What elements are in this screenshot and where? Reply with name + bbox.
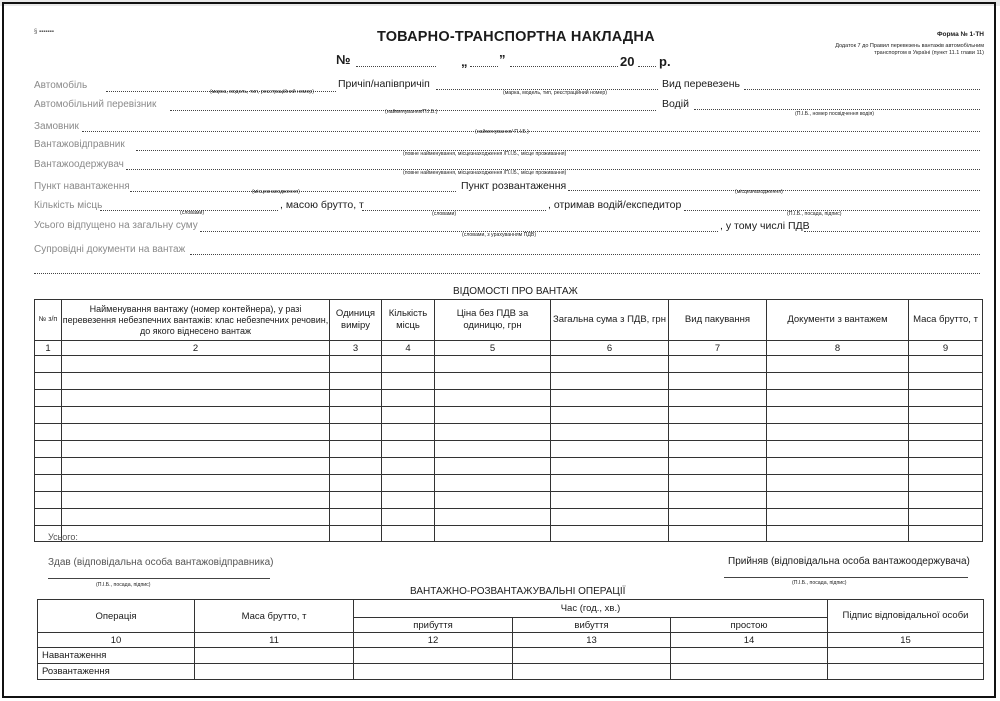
col-header-packing: Вид пакування — [669, 300, 767, 341]
table-row[interactable] — [35, 441, 983, 458]
col-header-ops-mass: Маса брутто, т — [195, 600, 354, 633]
col-header-documents: Документи з вантажем — [767, 300, 909, 341]
incl-vat-label: , у тому числі ПДВ — [720, 220, 810, 232]
loading-hint: (місцезнаходження) — [252, 189, 300, 195]
places-count-label: Кількість місць — [34, 200, 103, 211]
table-row[interactable] — [35, 390, 983, 407]
col-header-departure: вибуття — [513, 618, 671, 633]
documents-field-2[interactable] — [34, 273, 980, 274]
table-row[interactable] — [35, 458, 983, 475]
consignee-hint: (повне найменування, місцезнаходження /П.І.Б., місце проживання) — [403, 170, 567, 176]
trailer-hint: (марка, модель, тип, реєстраційний номер) — [503, 90, 607, 96]
customer-field[interactable] — [82, 131, 980, 132]
transport-type-label: Вид перевезень — [662, 78, 740, 90]
col-header-operation: Операція — [38, 600, 195, 633]
form-note: Додаток 7 до Правил перевезень вантажів автомобільним транспортом в Україні (пункт 11.1 глави 11) — [835, 43, 984, 56]
col-number: 14 — [671, 633, 828, 648]
places-hint: (словами) — [180, 210, 205, 216]
publisher-logo: § ▪▪▪▪▪▪▪ — [34, 29, 54, 35]
handed-over-label: Здав (відповідальна особа вантажовідправника) — [48, 557, 274, 568]
table-row[interactable] — [35, 492, 983, 509]
col-header-name: Найменування вантажу (номер контейнера), у разі перевезення небезпечних вантажів: клас небезпечних речовин, до якого віднесено вантаж — [62, 300, 330, 341]
total-released-label: Усього відпущено на загальну суму — [34, 220, 198, 231]
total-hint: (словами, з урахуванням ПДВ) — [462, 232, 537, 238]
col-header-signature: Підпис відповідальної особи — [828, 600, 984, 633]
date-month-field[interactable] — [510, 66, 618, 67]
col-number: 6 — [551, 341, 669, 356]
row-label-loading: Навантаження — [38, 648, 195, 664]
col-number: 15 — [828, 633, 984, 648]
trailer-label: Причіп/напівпричіп — [338, 78, 430, 90]
table-row[interactable] — [38, 664, 984, 680]
col-number: 5 — [435, 341, 551, 356]
col-header-idle: простою — [671, 618, 828, 633]
operations-section-title: ВАНТАЖНО-РОЗВАНТАЖУВАЛЬНІ ОПЕРАЦІЇ — [410, 586, 626, 597]
date-year-field[interactable] — [638, 66, 656, 67]
col-header-places: Кількість місць — [382, 300, 435, 341]
document-title: ТОВАРНО-ТРАНСПОРТНА НАКЛАДНА — [377, 29, 655, 45]
consignee-label: Вантажоодержувач — [34, 159, 124, 170]
col-header-unit: Одиниця виміру — [330, 300, 382, 341]
col-number: 2 — [62, 341, 330, 356]
col-header-arrival: прибуття — [354, 618, 513, 633]
cargo-header-row — [35, 300, 983, 341]
year-prefix: 20 — [620, 54, 635, 69]
driver-field[interactable] — [694, 109, 980, 110]
col-number: 7 — [669, 341, 767, 356]
col-header-number: № з/п — [35, 300, 62, 341]
col-number: 13 — [513, 633, 671, 648]
col-header-mass: Маса брутто, т — [909, 300, 983, 341]
date-open-quote: „ — [461, 54, 468, 69]
transport-type-field[interactable] — [744, 89, 980, 90]
received-by-label: , отримав водій/експедитор — [548, 199, 682, 211]
number-field[interactable] — [356, 66, 436, 67]
number-label: № — [336, 52, 351, 67]
col-number: 9 — [909, 341, 983, 356]
unloading-point-label: Пункт розвантаження — [461, 180, 567, 192]
ops-number-row — [38, 633, 984, 648]
incl-vat-field[interactable] — [804, 231, 980, 232]
cargo-table — [34, 299, 983, 542]
table-row[interactable] — [35, 509, 983, 526]
shipper-label: Вантажовідправник — [34, 139, 125, 150]
cargo-number-row — [35, 341, 983, 356]
accepted-label: Прийняв (відповідальна особа вантажоодержувача) — [728, 556, 970, 567]
col-number: 10 — [38, 633, 195, 648]
documents-label: Супровідні документи на вантаж — [34, 244, 186, 255]
table-row[interactable] — [38, 648, 984, 664]
driver-label: Водій — [662, 98, 689, 110]
gross-hint: (словами) — [432, 211, 457, 217]
col-number: 1 — [35, 341, 62, 356]
year-suffix: р. — [659, 54, 671, 69]
table-row[interactable] — [35, 373, 983, 390]
col-header-price: Ціна без ПДВ за одиницю, грн — [435, 300, 551, 341]
car-label: Автомобіль — [34, 80, 88, 91]
carrier-label: Автомобільний перевізник — [34, 99, 157, 110]
loading-point-label: Пункт навантаження — [34, 181, 130, 192]
col-header-time: Час (год., хв.) — [354, 600, 828, 618]
received-hint: (П.І.Б., посада, підпис) — [787, 211, 842, 217]
ops-header-row — [38, 600, 984, 618]
total-label: Усього: — [48, 532, 78, 542]
row-label-unloading: Розвантаження — [38, 664, 195, 680]
form-number: Форма № 1-ТН — [936, 31, 984, 38]
col-number: 11 — [195, 633, 354, 648]
date-day-field[interactable] — [470, 66, 498, 67]
table-row[interactable] — [35, 424, 983, 441]
gross-mass-label: , масою брутто, т — [280, 199, 364, 211]
shipper-hint: (повне найменування, місцезнаходження /П.І.Б., місце проживання) — [403, 151, 567, 157]
col-number: 4 — [382, 341, 435, 356]
col-number: 12 — [354, 633, 513, 648]
date-close-quote: ” — [499, 52, 506, 67]
table-row[interactable] — [35, 407, 983, 424]
operations-table — [37, 599, 984, 680]
table-row[interactable] — [35, 475, 983, 492]
col-number: 3 — [330, 341, 382, 356]
col-number: 8 — [767, 341, 909, 356]
total-row[interactable] — [35, 526, 983, 542]
customer-label: Замовник — [34, 121, 79, 132]
car-hint: (марка, модель, тип, реєстраційний номер) — [210, 89, 314, 95]
unloading-hint: (місцезнаходження) — [735, 189, 783, 195]
handed-hint: (П.І.Б., посада, підпис) — [96, 582, 151, 588]
driver-hint: (П.І.Б., номер посвідчення водія) — [795, 111, 875, 117]
documents-field[interactable] — [190, 254, 980, 255]
customer-hint: (найменування/ П.І.Б.) — [475, 129, 529, 135]
accepted-hint: (П.І.Б., посада, підпис) — [792, 580, 847, 586]
accepted-signature-line[interactable] — [724, 577, 968, 578]
table-row[interactable] — [35, 356, 983, 373]
col-header-sum: Загальна сума з ПДВ, грн — [551, 300, 669, 341]
total-released-field[interactable] — [200, 231, 718, 232]
carrier-hint: (найменування/П.І.Б.) — [385, 109, 438, 115]
cargo-section-title: ВІДОМОСТІ ПРО ВАНТАЖ — [453, 286, 578, 297]
handed-over-signature-line[interactable] — [48, 578, 270, 579]
